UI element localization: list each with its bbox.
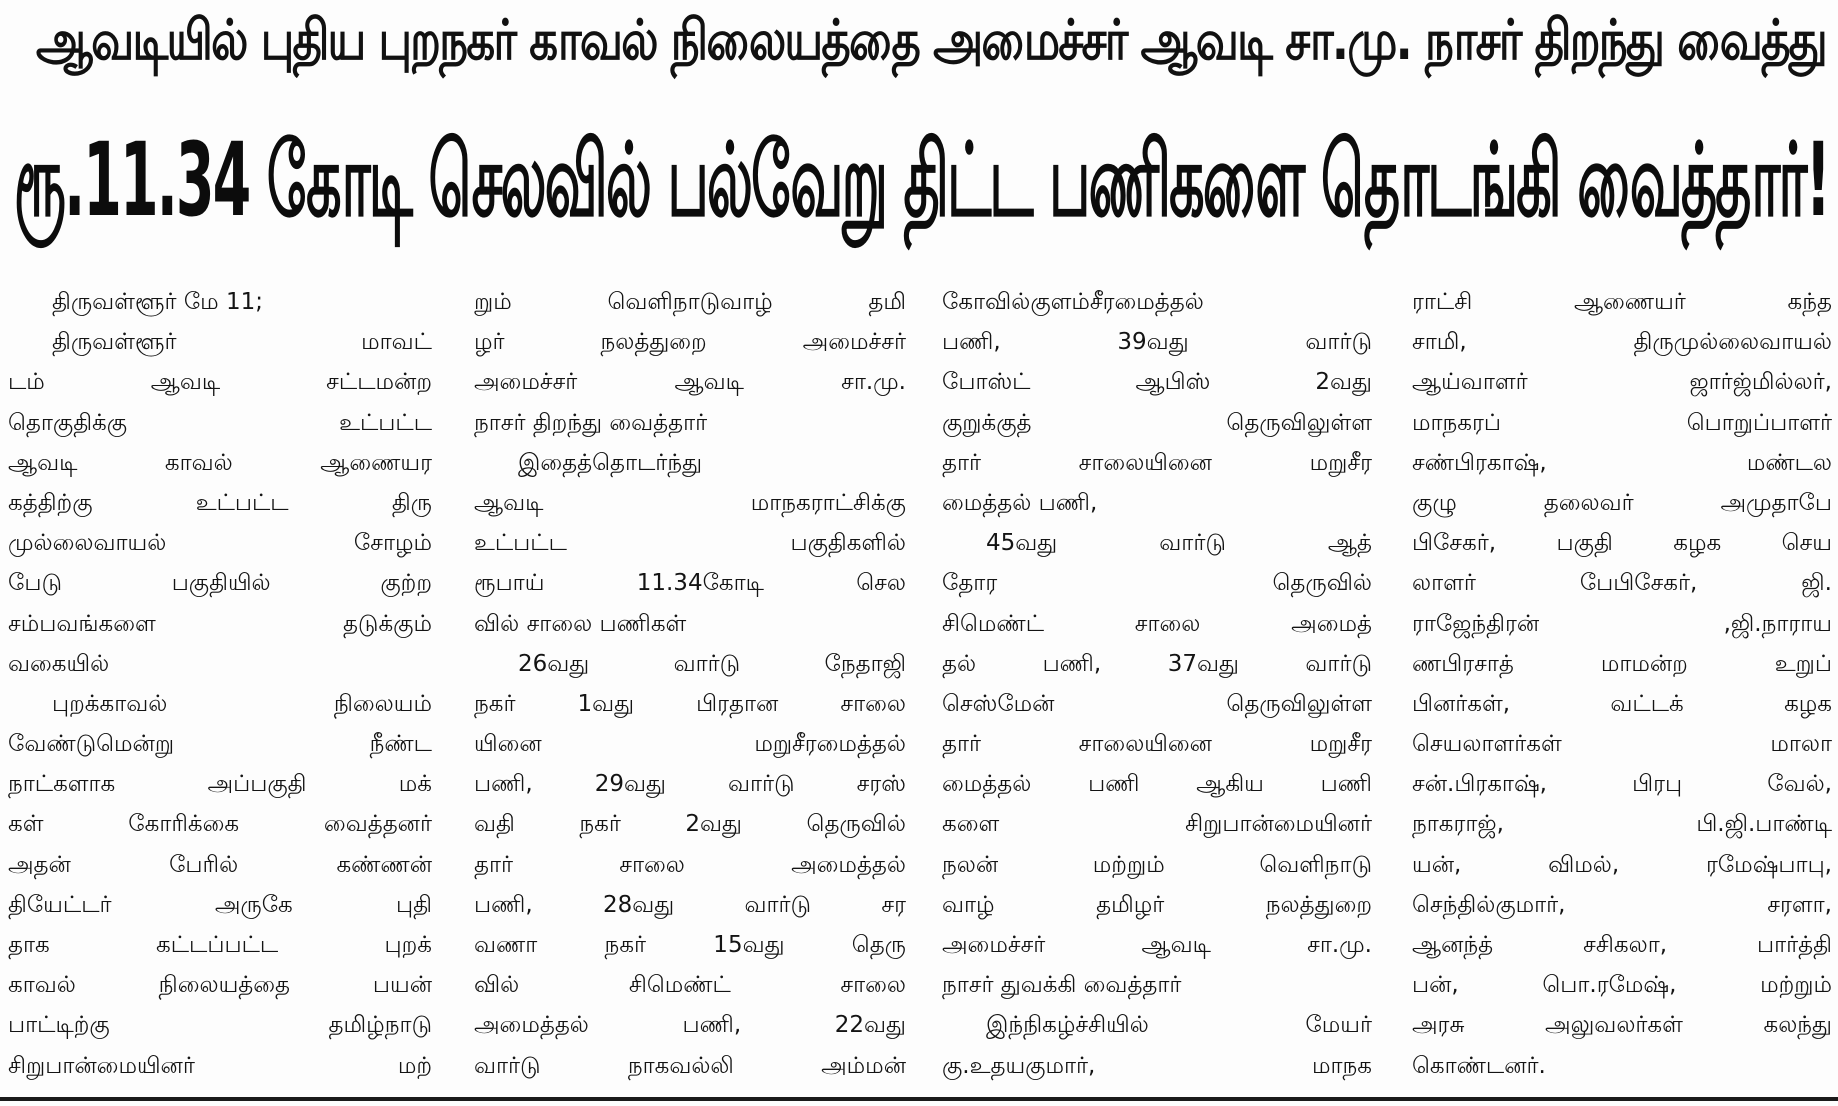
text-line: வில் சிமெண்ட் சாலை bbox=[474, 972, 906, 999]
text-line: சிறுபான்மையினர் மற் bbox=[8, 1052, 432, 1079]
text-line: செஸ்மேன் தெருவிலுள்ள bbox=[942, 690, 1372, 717]
text-line: வேண்டுமென்று நீண்ட bbox=[8, 731, 432, 758]
text-line: இந்நிகழ்ச்சியில் மேயர் bbox=[986, 1012, 1372, 1039]
text-line: 26வது வார்டு நேதாஜி bbox=[518, 650, 906, 677]
text-line: பணி, 29வது வார்டு சரஸ் bbox=[474, 771, 906, 798]
text-line: பணி, 39வது வார்டு bbox=[942, 329, 1372, 356]
text-line: நலன் மற்றும் வெளிநாடு bbox=[942, 851, 1372, 878]
text-line: போஸ்ட் ஆபிஸ் 2வது bbox=[942, 369, 1372, 396]
text-line: கோவில்குளம்சீரமைத்தல் bbox=[942, 289, 1204, 315]
headline-kicker: ஆவடியில் புதிய புறநகர் காவல் நிலையத்தை அமைச்சர் ஆவடி சா.மு. நாசர் திறந்து வைத்து bbox=[36, 7, 1827, 73]
article-column-1 bbox=[8, 282, 432, 1086]
text-line: ரூபாய் 11.34கோடி செல bbox=[474, 570, 906, 597]
text-line: களை சிறுபான்மையினர் bbox=[942, 811, 1372, 838]
text-line: கள் கோரிக்கை வைத்தனர் bbox=[8, 811, 432, 838]
text-line: யினை மறுசீரமைத்தல் bbox=[474, 731, 906, 758]
text-line: அமைச்சர் ஆவடி சா.மு. bbox=[474, 369, 906, 396]
text-line: ராஜேந்திரன் ,ஜி.நாராய bbox=[1412, 610, 1832, 637]
text-line: ணபிரசாத் மாமன்ற உறுப் bbox=[1412, 650, 1832, 677]
text-line: நகர் 1வது பிரதான சாலை bbox=[474, 690, 906, 717]
text-line: அமைச்சர் ஆவடி சா.மு. bbox=[942, 932, 1372, 958]
text-line: சிமெண்ட் சாலை அமைத் bbox=[942, 610, 1372, 637]
text-line: பணி, 28வது வார்டு சர bbox=[474, 891, 906, 918]
article-column-4 bbox=[1412, 282, 1832, 1086]
article-column-2 bbox=[474, 282, 906, 1086]
text-line: ஆய்வாளர் ஜார்ஜ்மில்லர், bbox=[1412, 369, 1832, 396]
text-line: உட்பட்ட பகுதிகளில் bbox=[474, 530, 906, 557]
text-line: வில் சாலை பணிகள் bbox=[474, 610, 687, 637]
text-line: ஆவடி காவல் ஆணையர bbox=[8, 449, 432, 476]
text-line: இதைத்தொடர்ந்து bbox=[518, 449, 703, 476]
text-line: வணா நகர் 15வது தெரு bbox=[474, 932, 906, 958]
text-line: செந்தில்குமார், சரளா, bbox=[1412, 891, 1832, 918]
text-line: முல்லைவாயல் சோழம் bbox=[8, 530, 432, 557]
text-line: அதன் பேரில் கண்ணன் bbox=[8, 851, 432, 878]
text-line: 45வது வார்டு ஆத் bbox=[986, 530, 1372, 557]
text-line: டம் ஆவடி சட்டமன்ற bbox=[8, 369, 432, 396]
text-line: ஆனந்த் சசிகலா, பார்த்தி bbox=[1412, 932, 1832, 958]
text-line: தார் சாலையினை மறுசீர bbox=[942, 731, 1372, 758]
bottom-rule bbox=[0, 1097, 1838, 1101]
text-line: கத்திற்கு உட்பட்ட திரு bbox=[8, 489, 432, 516]
text-line: காவல் நிலையத்தை பயன் bbox=[8, 972, 432, 999]
article-body bbox=[0, 282, 1838, 1082]
text-line: பாட்டிற்கு தமிழ்நாடு bbox=[8, 1012, 432, 1039]
text-line: வாழ் தமிழர் நலத்துறை bbox=[942, 891, 1372, 918]
text-line: தொகுதிக்கு உட்பட்ட bbox=[8, 409, 432, 436]
text-line: அரசு அலுவலர்கள் கலந்து bbox=[1412, 1012, 1832, 1039]
text-line: தார் சாலையினை மறுசீர bbox=[942, 449, 1372, 476]
text-line: பன், பொ.ரமேஷ், மற்றும் bbox=[1412, 972, 1832, 999]
text-line: மாநகரப் பொறுப்பாளர் bbox=[1412, 409, 1832, 436]
text-line: நாசர் துவக்கி வைத்தார் bbox=[942, 972, 1182, 999]
text-line: வதி நகர் 2வது தெருவில் bbox=[474, 811, 906, 838]
text-line: றும் வெளிநாடுவாழ் தமி bbox=[474, 289, 906, 315]
text-line: ஆவடி மாநகராட்சிக்கு bbox=[474, 489, 906, 516]
text-line: திருவள்ளூர் மாவட் bbox=[52, 329, 432, 356]
text-line: குறுக்குத் தெருவிலுள்ள bbox=[942, 409, 1372, 436]
text-line: சம்பவங்களை தடுக்கும் bbox=[8, 610, 432, 637]
text-line: பிசேகர், பகுதி கழக செய bbox=[1412, 530, 1832, 557]
text-line: தார் சாலை அமைத்தல் bbox=[474, 851, 906, 878]
text-line: யன், விமல், ரமேஷ்பாபு, bbox=[1412, 851, 1832, 878]
text-line: மைத்தல் பணி ஆகிய பணி bbox=[942, 771, 1372, 798]
text-line: சண்பிரகாஷ், மண்டல bbox=[1412, 449, 1832, 476]
dateline: திருவள்ளூர் மே 11; bbox=[52, 289, 263, 315]
headline-main: ரூ.11.34 கோடி செலவில் பல்வேறு திட்ட பணிகளை தொடங்கி வைத்தார்! bbox=[14, 120, 1829, 240]
text-line: தாக கட்டப்பட்ட புறக் bbox=[8, 932, 432, 958]
text-line: சாமி, திருமுல்லைவாயல் bbox=[1412, 329, 1832, 356]
text-line: பேடு பகுதியில் குற்ற bbox=[8, 570, 432, 597]
text-line: தியேட்டர் அருகே புதி bbox=[8, 891, 432, 918]
text-line: பினர்கள், வட்டக் கழக bbox=[1412, 690, 1832, 717]
text-line: குழு தலைவர் அமுதாபே bbox=[1412, 489, 1832, 516]
text-line: நாட்களாக அப்பகுதி மக் bbox=[8, 771, 432, 798]
text-line: நாசர் திறந்து வைத்தார் bbox=[474, 409, 708, 436]
text-line: கொண்டனர். bbox=[1412, 1052, 1546, 1079]
text-line: ழர் நலத்துறை அமைச்சர் bbox=[474, 329, 906, 356]
article-column-3 bbox=[942, 282, 1372, 1086]
text-line: புறக்காவல் நிலையம் bbox=[52, 690, 432, 717]
text-line: சன்.பிரகாஷ், பிரபு வேல், bbox=[1412, 771, 1832, 798]
text-line: தோர தெருவில் bbox=[942, 570, 1372, 597]
text-line: தல் பணி, 37வது வார்டு bbox=[942, 650, 1372, 677]
text-line: நாகராஜ், பி.ஜி.பாண்டி bbox=[1412, 811, 1832, 838]
text-line: லாளர் பேபிசேகர், ஜி. bbox=[1412, 570, 1832, 597]
text-line: அமைத்தல் பணி, 22வது bbox=[474, 1012, 906, 1039]
text-line: செயலாளர்கள் மாலா bbox=[1412, 731, 1832, 758]
text-line: வகையில் bbox=[8, 650, 110, 677]
text-line: மைத்தல் பணி, bbox=[942, 489, 1098, 516]
text-line: வார்டு நாகவல்லி அம்மன் bbox=[474, 1052, 906, 1079]
text-line: ராட்சி ஆணையர் கந்த bbox=[1412, 289, 1832, 315]
text-line: கு.உதயகுமார், மாநக bbox=[942, 1052, 1372, 1079]
